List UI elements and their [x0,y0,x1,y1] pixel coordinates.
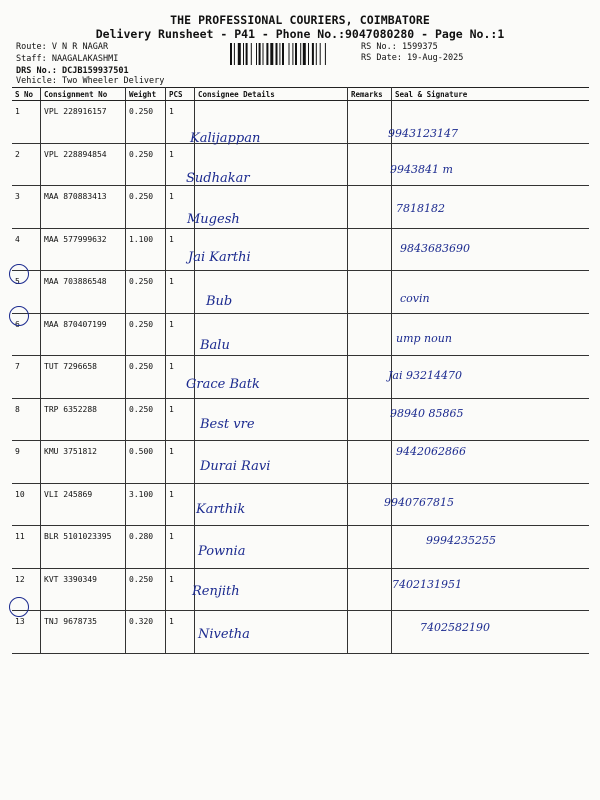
table-row [12,228,589,271]
table-row [12,271,589,314]
signature-handwriting: covin [400,291,430,305]
row-pcs: 1 [166,398,195,441]
row-pcs: 1 [166,568,195,611]
row-weight: 0.250 [126,356,166,399]
row-sno: 12 [12,568,41,611]
signature-handwriting: 7818182 [396,202,445,216]
table-row [12,526,589,569]
runsheet-table [12,87,589,654]
row-weight: 0.250 [126,313,166,356]
circled-serial-mark [9,306,29,326]
row-consignment-no: MAA 703886548 [41,271,126,314]
table-row [12,483,589,526]
row-consignment-no: MAA 870407199 [41,313,126,356]
row-weight: 0.250 [126,186,166,229]
signature-handwriting: Jai 93214470 [388,369,462,383]
company-title: THE PROFESSIONAL COURIERS, COIMBATORE [170,13,430,27]
signature-handwriting: 7402582190 [420,621,490,635]
row-remarks-cell [348,186,392,229]
row-weight: 0.250 [126,398,166,441]
row-consignment-no: TRP 6352288 [41,398,126,441]
signature-handwriting: 9442062866 [396,444,466,458]
row-consignment-no: MAA 577999632 [41,228,126,271]
row-weight: 0.250 [126,271,166,314]
table-row [12,398,589,441]
consignee-handwriting: Renjith [192,583,240,599]
row-consignment-no: MAA 870883413 [41,186,126,229]
vehicle-label: Vehicle: Two Wheeler Delivery [16,76,165,86]
row-sno: 3 [12,186,41,229]
row-consignment-no: KMU 3751812 [41,441,126,484]
col-consignment: Consignment No [41,88,126,101]
drs-label: DRS No.: DCJB159937501 [16,66,129,76]
row-remarks-cell [348,441,392,484]
row-pcs: 1 [166,186,195,229]
table-row [12,441,589,484]
table-row [12,313,589,356]
row-weight: 0.250 [126,101,166,144]
consignee-handwriting: Mugesh [187,212,240,228]
row-sno: 6 [12,313,41,356]
consignee-handwriting: Kalijappan [190,131,261,146]
consignee-handwriting: Best vre [200,416,255,432]
row-remarks-cell [348,101,392,144]
row-consignment-no: TUT 7296658 [41,356,126,399]
signature-handwriting: 9994235255 [426,534,496,547]
row-weight: 0.320 [126,611,166,654]
rs-number: RS No.: 1599375 [361,42,438,52]
row-weight: 0.280 [126,526,166,569]
signature-handwriting: 7402131951 [392,577,462,591]
row-remarks-cell [348,313,392,356]
row-pcs: 1 [166,441,195,484]
col-remarks: Remarks [348,88,392,101]
row-sno: 2 [12,143,41,186]
row-pcs: 1 [166,526,195,569]
row-weight: 0.250 [126,568,166,611]
table-row [12,568,589,611]
signature-handwriting: 9943841 m [390,162,453,176]
signature-handwriting: 9843683690 [400,242,470,256]
consignee-handwriting: Durai Ravi [200,458,271,474]
row-sno: 5 [12,271,41,314]
row-consignment-no: VPL 228916157 [41,101,126,144]
row-remarks-cell [348,356,392,399]
signature-handwriting: ump noun [396,331,452,345]
row-sno: 13 [12,611,41,654]
row-consignment-no: VLI 245869 [41,483,126,526]
row-pcs: 1 [166,483,195,526]
row-remarks-cell [348,228,392,271]
signature-handwriting: 98940 85865 [390,406,464,420]
row-sno: 7 [12,356,41,399]
consignee-handwriting: Jai Karthi [188,250,251,266]
col-consignee: Consignee Details [195,88,348,101]
row-remarks-cell [348,611,392,654]
rs-date: RS Date: 19-Aug-2025 [361,53,464,63]
row-pcs: 1 [166,143,195,186]
row-pcs: 1 [166,356,195,399]
runsheet-subtitle: Delivery Runsheet - P41 - Phone No.:9047080280 - Page No.:1 [95,27,505,41]
consignee-handwriting: Grace Batk [186,377,260,393]
col-pcs: PCS [166,88,195,101]
signature-handwriting: 9940767815 [384,496,454,510]
row-consignment-no: VPL 228894854 [41,143,126,186]
staff-label: Staff: NAAGALAKASHMI [16,54,119,64]
row-remarks-cell [348,143,392,186]
row-sno: 4 [12,228,41,271]
route-label: Route: V N R NAGAR [16,42,109,52]
row-sno: 8 [12,398,41,441]
circled-serial-mark [9,264,29,284]
signature-handwriting: 9943123147 [388,127,458,140]
consignee-handwriting: Karthik [196,502,246,518]
row-consignment-no: TNJ 9678735 [41,611,126,654]
table-row [12,611,589,654]
consignee-handwriting: Sudhakar [186,170,250,186]
row-weight: 0.250 [126,143,166,186]
table-row [12,186,589,229]
col-weight: Weight [126,88,166,101]
row-remarks-cell [348,398,392,441]
col-sno: S No [12,88,41,101]
row-consignment-no: BLR 5101023395 [41,526,126,569]
row-pcs: 1 [166,228,195,271]
row-sno: 11 [12,526,41,569]
consignee-handwriting: Bub [206,293,233,309]
consignee-handwriting: Pownia [198,544,246,559]
row-weight: 0.500 [126,441,166,484]
col-signature: Seal & Signature [392,88,590,101]
table-row [12,143,589,186]
row-sno: 9 [12,441,41,484]
row-pcs: 1 [166,611,195,654]
table-header-row [12,88,589,101]
consignee-handwriting: Balu [200,337,230,353]
row-consignment-no: KVT 3390349 [41,568,126,611]
consignee-handwriting: Nivetha [198,627,250,643]
row-sno: 1 [12,101,41,144]
row-sno: 10 [12,483,41,526]
row-remarks-cell [348,271,392,314]
row-pcs: 1 [166,101,195,144]
row-weight: 3.100 [126,483,166,526]
row-weight: 1.100 [126,228,166,271]
table-row [12,356,589,399]
barcode-image [230,43,354,65]
table-row [12,101,589,144]
row-pcs: 1 [166,313,195,356]
row-pcs: 1 [166,271,195,314]
row-remarks-cell [348,568,392,611]
row-remarks-cell [348,526,392,569]
